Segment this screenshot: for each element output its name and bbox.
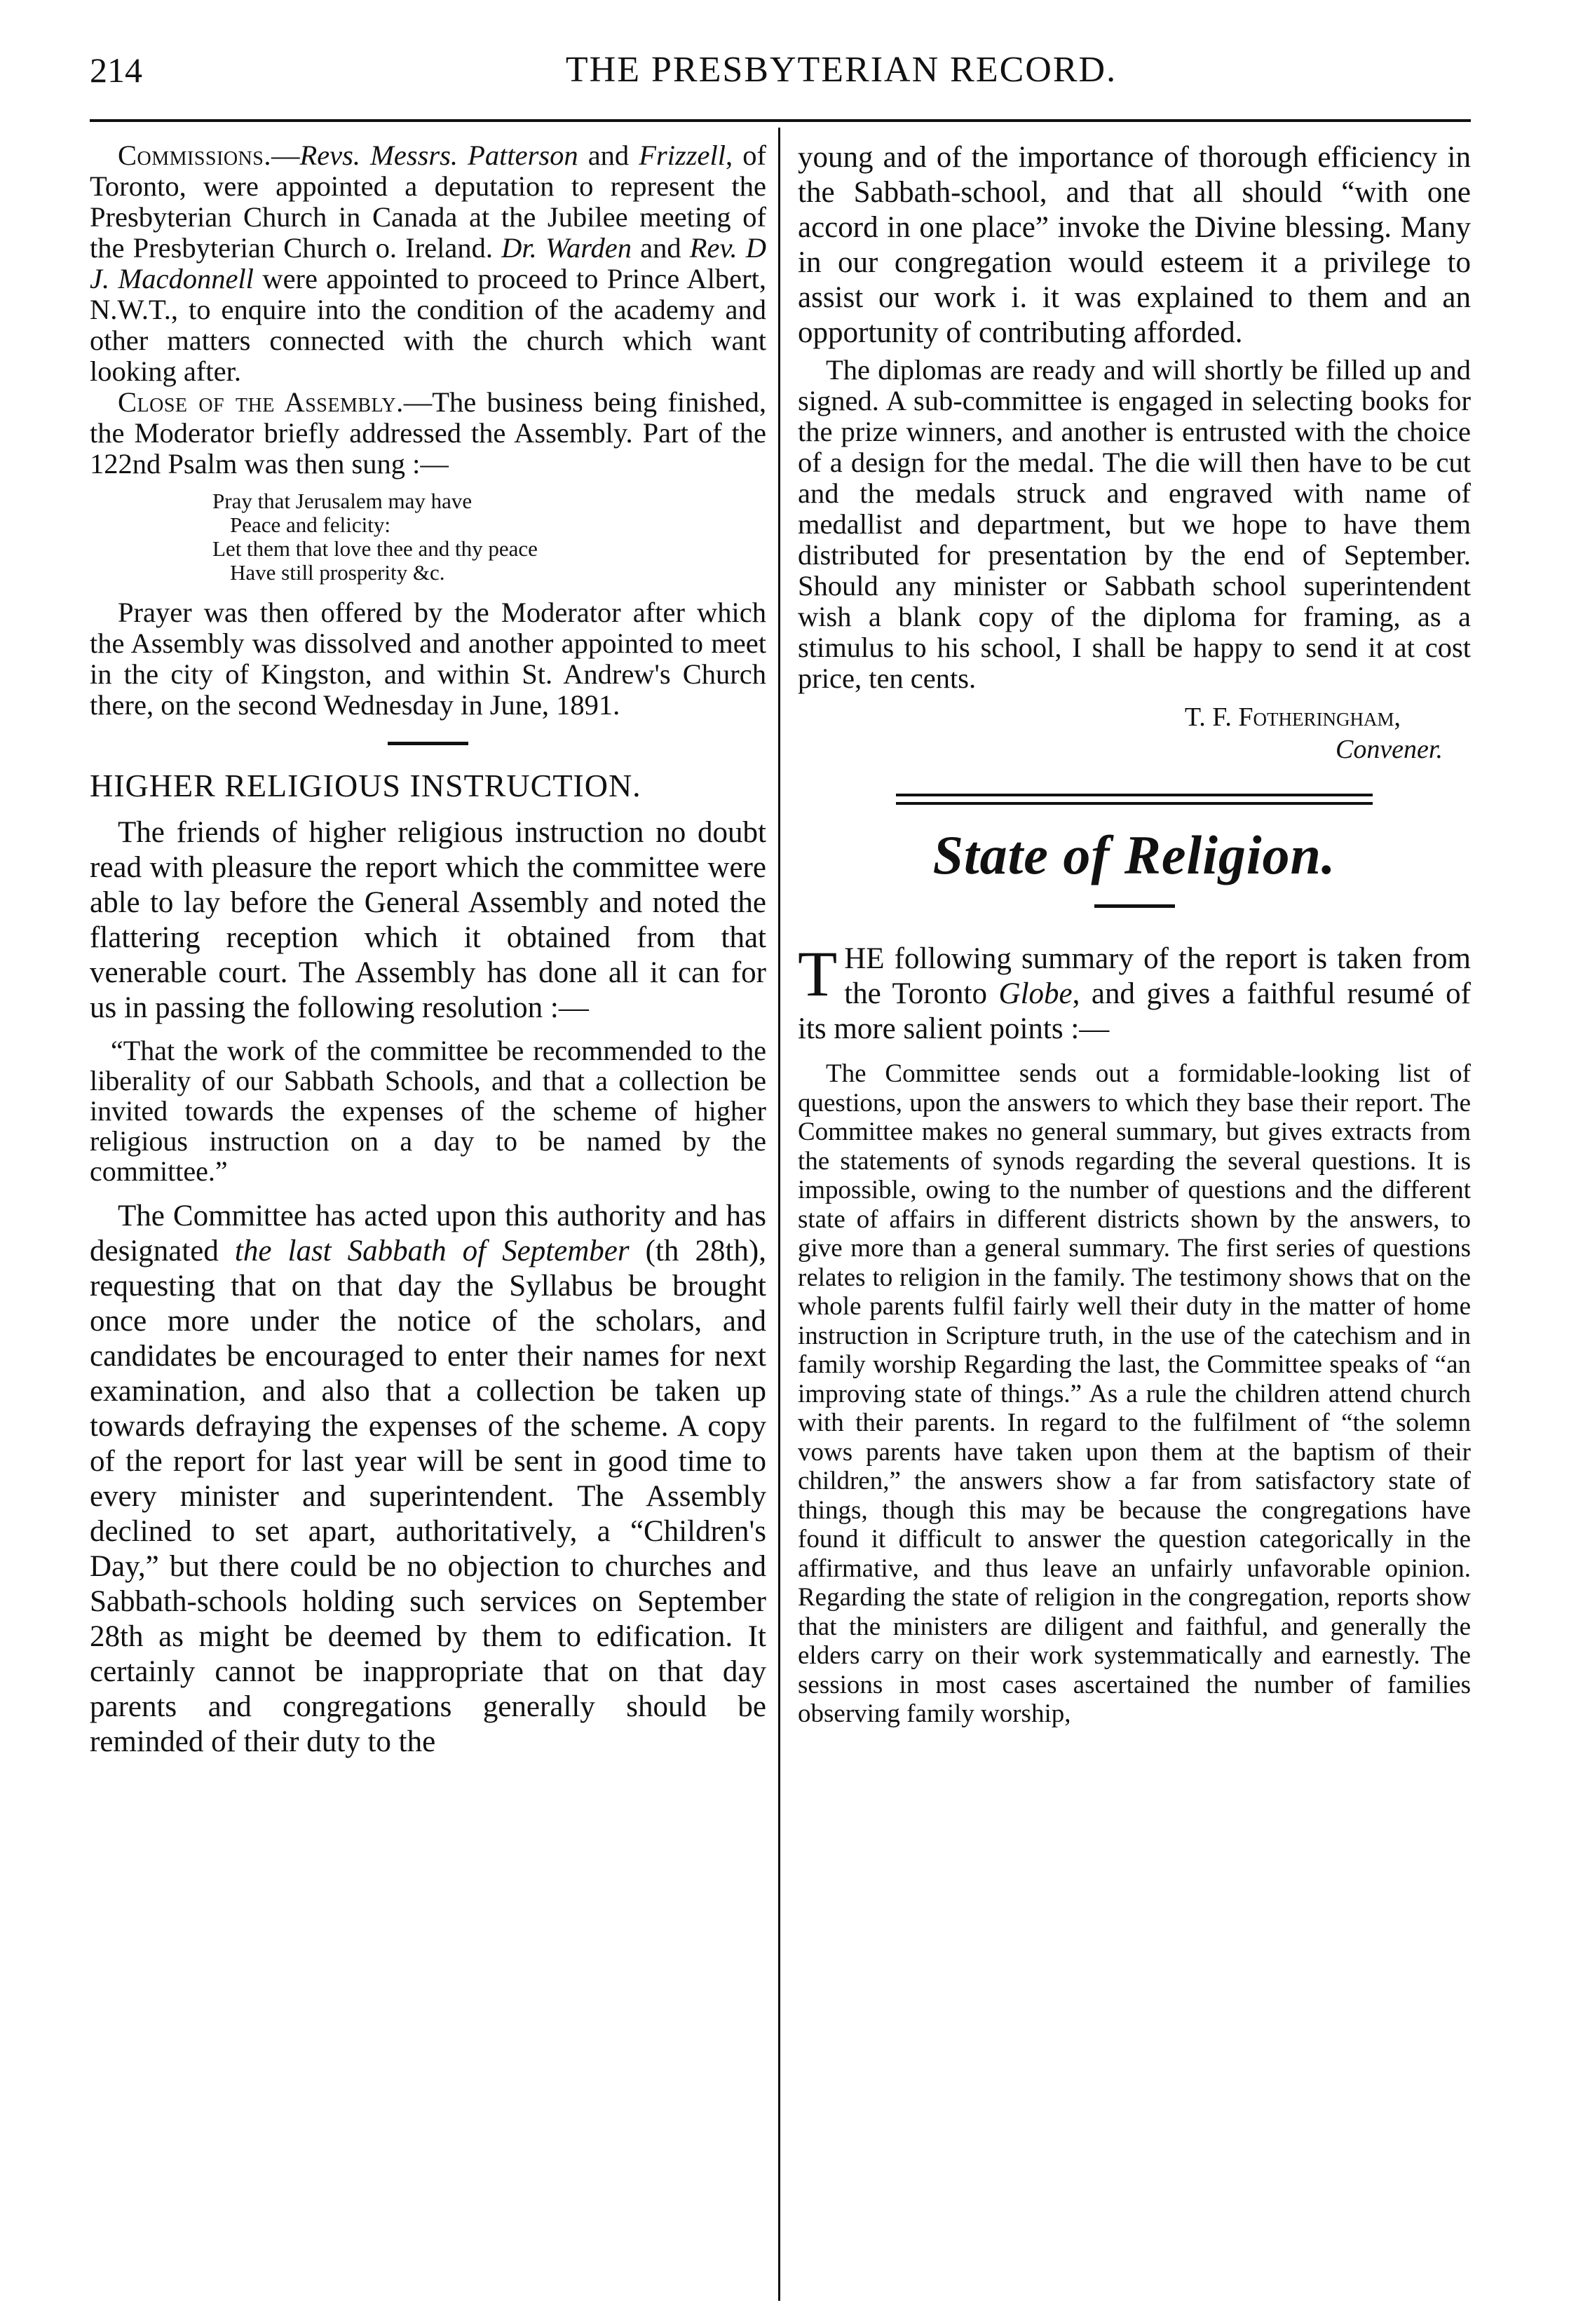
close-of-assembly-paragraph: [90, 387, 766, 480]
close-text: —The business being finished, the Moderator briefly addressed the Assembly. Part of the 122nd Psalm was then sung :—: [90, 386, 766, 480]
resolution-quote: “That the work of the committee be recommended to the liberality of our Sabbath Schools, and that a collection be invited towards the expenses of the scheme of higher religious instruction on a day to be named by the committee.”: [90, 1035, 766, 1187]
left-column: [90, 140, 766, 1760]
section-title-higher-religious-instruction: HIGHER RELIGIOUS INSTRUCTION.: [90, 768, 641, 803]
verse-line: Pray that Jerusalem may have: [212, 489, 473, 513]
close-runin: Close of the Assembly.: [118, 386, 404, 418]
continued-paragraph: young and of the importance of thorough efficiency in the Sabbath-school, and that all should “with one accord in one place” invoke the Divine blessing. Many in our congregation would esteem it a privilege to assist our work i. it was explained to them and an opportunity of contributing afforded.: [798, 141, 1471, 349]
verse-line: Peace and felicity:: [230, 512, 390, 537]
header-rule: [90, 119, 1471, 122]
psalm-verse: [90, 489, 766, 585]
state-of-religion-intro: [798, 938, 1471, 1047]
section-divider: [1094, 904, 1175, 908]
intro-text: HE following summary of the report is taken from the Toronto Globe, and gives a faithful resumé of its more salient points :—: [798, 942, 1471, 1045]
commissions-runin: Commissions.: [118, 140, 271, 171]
drop-cap: T: [798, 938, 838, 1010]
right-column: [798, 140, 1471, 1729]
signature-role: Convener.: [1335, 735, 1443, 764]
diplomas-paragraph: The diplomas are ready and will shortly be filled up and signed. A sub-committee is engaged in selecting books for the prize winners, and another is entrusted with the choice of a design for the medal. The die will then have to be cut and the medals struck and engraved with name of medallist and department, but we hope to have them distributed for presentation by the end of September. Should any minister or Sabbath school superintendent wish a blank copy of the diploma for framing, as a stimulus to his school, I shall be happy to send it at cost price, ten cents.: [798, 354, 1471, 694]
section-title-state-of-religion: State of Religion.: [932, 824, 1336, 885]
verse-line: Have still prosperity &c.: [230, 560, 445, 585]
page-number: 214: [90, 50, 142, 90]
higher-instruction-paragraph: The friends of higher religious instruction no doubt read with pleasure the report which the committee were able to lay before the General Assembly and noted the flattering reception which it obtained from that venerable court. The Assembly has done all it can for us in passing the following resolution :—: [90, 816, 766, 1024]
section-divider: [388, 742, 468, 745]
commissions-paragraph: [90, 140, 766, 387]
signature: [798, 701, 1471, 766]
state-of-religion-body: The Committee sends out a formidable-looking list of questions, upon the answers to which they base their report. The Committee makes no general summary, but gives extracts from the statements of synods regarding the several questions. It is impossible, owing to the number of questions and the different state of affairs in different districts shown by the answers, to give more than a general summary. The first series of questions relates to religion in the family. The testimony shows that on the whole parents fulfil fairly well their duty in the matter of home instruction in Scripture truth, in the use of the catechism and in family worship Regarding the last, the Committee speaks of “an improving state of things.” As a rule the children attend church with their parents. In regard to the fulfilment of “the solemn vows parents have taken upon them at the baptism of their children,” the answers show a far from satisfactory state of things, though this may be because the congregations have found it difficult to answer the question categorically in the affirmative, and thus leave an unfairly unfavorable opinion. Regarding the state of religion in the congregation, reports show that the ministers are diligent and faithful, and generally the elders carry on their work systemmatically and earnestly. The sessions in most cases ascertained the number of families observing family worship,: [798, 1059, 1471, 1728]
prayer-paragraph: Prayer was then offered by the Moderator after which the Assembly was dissolved and another appointed to meet in the city of Kingston, and within St. Andrew's Church there, on the second Wednesday in June, 1891.: [90, 597, 766, 721]
journal-title: THE PRESBYTERIAN RECORD.: [565, 50, 1117, 90]
committee-paragraph: The Committee has acted upon this authority and has designated the last Sabbath of September (th 28th), requesting that on that day the Syllabus be brought once more under the notice of the scholars, and candidates be encouraged to enter their names for next examination, and also that a collection be taken up towards defraying the expenses of the scheme. A copy of the report for last year will be sent in good time to every minister and superintendent. The Assembly declined to set apart, authoritatively, a “Children's Day,” but there could be no objection to churches and Sabbath-schools holding such services on September 28th as might be deemed by them to edification. It certainly cannot be inappropriate that on that day parents and congregations generally should be reminded of their duty to the: [90, 1200, 766, 1758]
commissions-text: —Revs. Messrs. Patterson and Frizzell, of Toronto, were appointed a deputation to represent the Presbyterian Church in Canada at the Jubilee meeting of the Presbyterian Church o. Ireland. Dr. Warden and Rev. D J. Macdonnell were appointed to proceed to Prince Albert, N.W.T., to enquire into the condition of the academy and other matters connected with the church which want looking after.: [90, 140, 766, 387]
signature-name: T. F. Fotheringham,: [1184, 702, 1401, 732]
column-rule: [778, 128, 780, 2301]
verse-line: Let them that love thee and thy peace: [212, 536, 538, 561]
double-rule: [896, 794, 1373, 805]
